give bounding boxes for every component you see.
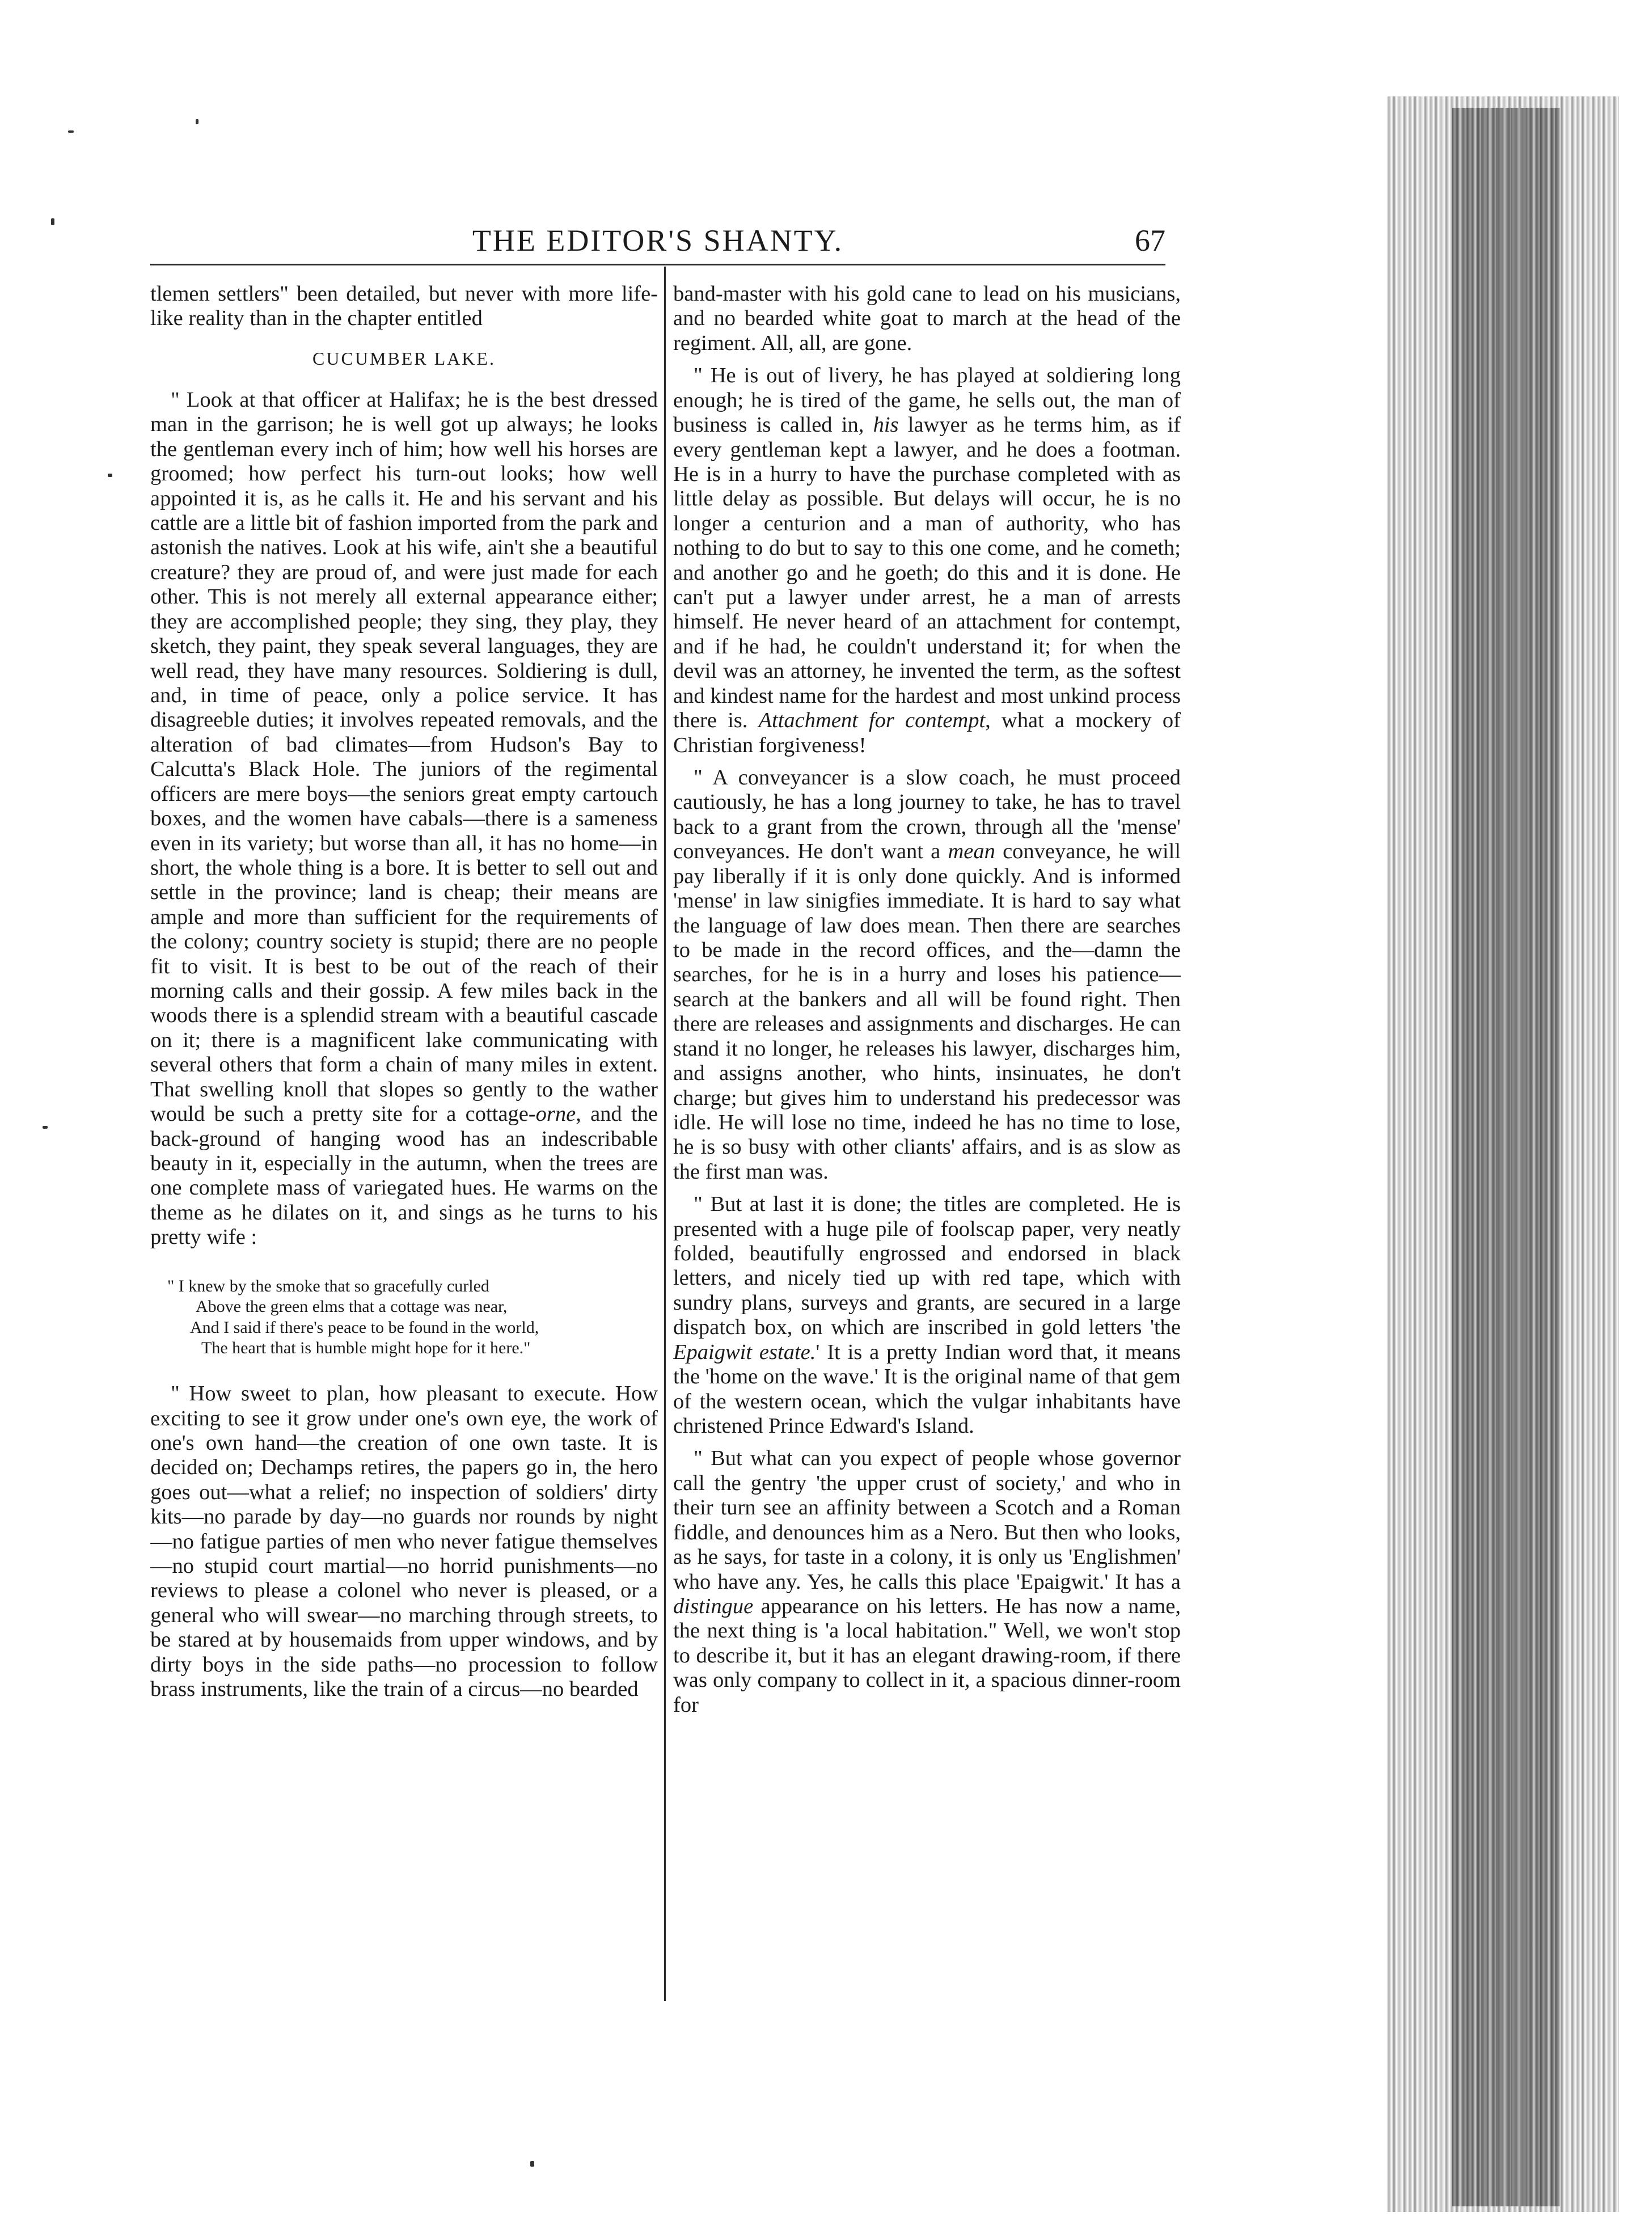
page-header xyxy=(150,218,1165,265)
verse-line: The heart that is humble might hope for it here." xyxy=(201,1339,531,1358)
scan-speck xyxy=(51,218,54,225)
page-number: 67 xyxy=(1135,223,1165,258)
paragraph: " How sweet to plan, how pleasant to execute. How exciting to see it grow under one's own eye, the work of one's own hand—the creation of one own taste. It is decided on; Dechamps retires, the papers go in, the hero goes out—what a relief; no inspection of soldiers' dirty kits—no parade by day—no guards nor rounds by night—no fatigue parties of men who never fatigue themselves—no stupid court martial—no horrid punishments—no reviews to please a colonel who never is pleased, or a general who will swear—no marching through streets, to be stared at by housemaids from upper windows, and by dirty boys in the side paths—no procession to follow brass instruments, like the train of a circus—no bearded xyxy=(150,1382,658,1702)
column-divider xyxy=(664,267,666,2001)
scan-speck xyxy=(196,119,198,124)
paragraph: " Look at that officer at Halifax; he is the best dressed man in the garrison; he is well got up always; he looks the gentleman every inch of him; how well his horses are groomed; how perfect his turn-out looks; how well appointed it is, as he calls it. He and his servant and his cattle are a little bit of fashion imported from the park and astonish the natives. Look at his wife, ain't she a beautiful creature? they are proud of, and were just made for each other. This is not merely all external appearance either; they are accomplished people; they sing, they play, they sketch, they paint, they speak several languages, they are well read, they have many resources. Soldiering is dull, and, in time of peace, only a police service. It has disagreeble duties; it involves repeated removals, and the alteration of bad climates—from Hudson's Bay to Calcutta's Black Hole. The juniors of the regimental officers are mere boys—the seniors great empty cartouch boxes, and the women have cabals—there is a sameness even in its variety; but worse than all, it has no home—in short, the whole thing is a bore. It is better to sell out and settle in the province; land is cheap; their means are ample and more than sufficient for the requirements of the colony; country society is stupid; there are no people fit to visit. It is best to be out of the reach of their morning calls and their gossip. A few miles back in the woods there is a splendid stream with a beautiful cascade on it; there is a magnificent lake communicating with several others that form a chain of many miles in extent. That swelling knoll that slopes so gently to the wather would be such a pretty site for a cottage-orne, and the back-ground of hanging wood has an indescribable beauty in it, especially in the autumn, when the trees are one complete mass of variegated hues. He warms on the theme as he dilates on it, and sings as he turns to his pretty wife : xyxy=(150,387,658,1250)
verse-line: " I knew by the smoke that so gracefully curled xyxy=(167,1276,489,1295)
verse-line: Above the green elms that a cottage was near, xyxy=(196,1297,508,1316)
paragraph: tlemen settlers" been detailed, but never with more life-like reality than in the chapter entitled xyxy=(150,282,658,331)
right-column xyxy=(673,282,1181,2000)
running-title: THE EDITOR'S SHANTY. xyxy=(472,223,844,258)
verse-quotation xyxy=(150,1276,658,1359)
paragraph: " A conveyancer is a slow coach, he must proceed cautiously, he has a long journey to take, he has to travel back to a grant from the crown, through all the 'mense' conveyances. He don't want a mean conveyance, he will pay liberally if it is only done quickly. And is informed 'mense' in law sinigfies immediate. It is hard to say what the language of law does mean. Then there are searches to be made in the record offices, and the—damn the searches, for he is in a hurry and loses his patience—search at the bankers and all will be found right. Then there are releases and assignments and discharges. He can stand it no longer, he releases his lawyer, discharges him, and assigns another, who hints, insinuates, he don't charge; but gives him to understand his predecessor was idle. He will lose no time, indeed he has no time to lose, he is so busy with other cliants' affairs, and is as slow as the first man was. xyxy=(673,766,1181,1184)
scan-speck xyxy=(108,474,112,477)
paragraph: " But at last it is done; the titles are completed. He is presented with a huge pile of foolscap paper, very neatly folded, beautifully engrossed and endorsed in black letters, and nicely tied up with red tape, which with sundry plans, surveys and grants, are secured in a large dispatch box, on which are inscribed in gold letters 'the Epaigwit estate.' It is a pretty Indian word that, it means the 'home on the wave.' It is the original name of that gem of the western ocean, which the vulgar inhabitants have christened Prince Edward's Island. xyxy=(673,1192,1181,1438)
section-heading: CUCUMBER LAKE. xyxy=(312,348,496,369)
paragraph: " He is out of livery, he has played at soldiering long enough; he is tired of the game, he sells out, the man of business is called in, his lawyer as he terms him, as if every gentleman kept a lawyer, and he does a footman. He is in a hurry to have the purchase completed with as little delay as possible. But delays will occur, he is no longer a centurion and a man of authority, who has nothing to do but to say to this one come, and he cometh; and another go and he goeth; do this and it is done. He can't put a lawyer under arrest, he a man of arrests himself. He never heard of an attachment for contempt, and if he had, he couldn't understand it; for when the devil was an attorney, he invented the term, as the softest and kindest name for the hardest and most unkind process there is. Attachment for contempt, what a mockery of Christian forgiveness! xyxy=(673,364,1181,757)
paragraph: " But what can you expect of people whose governor call the gentry 'the upper crust of society,' and who in their turn see an affinity between a Scotch and a Roman fiddle, and denounces him as a Nero. But then who looks, as he says, for taste in a colony, it is only us 'Englishmen' who have any. Yes, he calls this place 'Epaigwit.' It has a distingue appearance on his letters. He has now a name, the next thing is 'a local habitation." Well, we won't stop to describe it, but it has an elegant drawing-room, if there was only company to collect in it, a spacious dinner-room for xyxy=(673,1446,1181,1717)
scan-speck xyxy=(530,2161,534,2167)
verse-line: And I said if there's peace to be found in the world, xyxy=(190,1318,539,1337)
paragraph: band-master with his gold cane to lead on his musicians, and no bearded white goat to march at the head of the regiment. All, all, are gone. xyxy=(673,282,1181,355)
scan-edge-shadow xyxy=(1452,108,1560,2206)
scan-speck xyxy=(43,1126,48,1129)
scan-speck xyxy=(68,130,74,133)
left-column xyxy=(150,282,658,2000)
